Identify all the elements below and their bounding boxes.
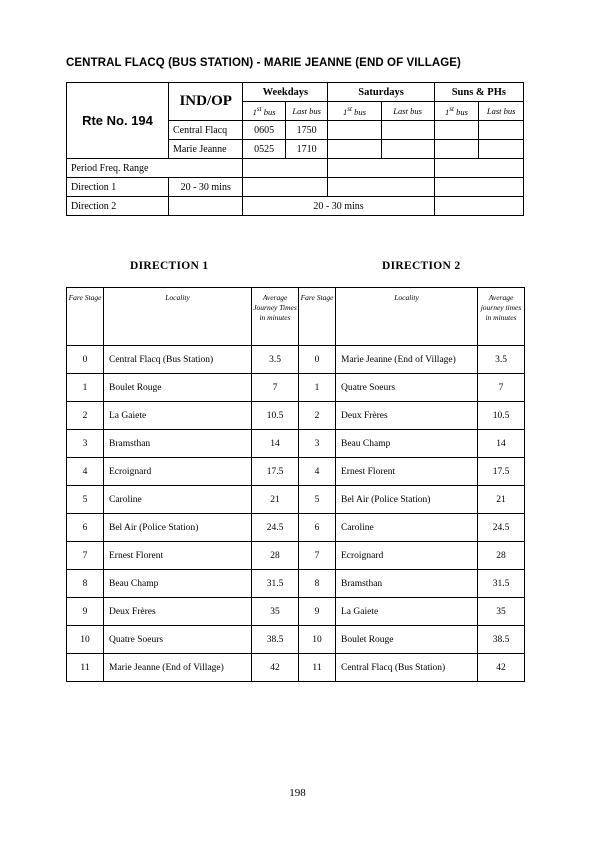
journey-time: 3.5	[478, 346, 525, 374]
weekdays-header: Weekdays	[243, 83, 328, 102]
journey-time: 14	[478, 430, 525, 458]
fare-stage: 0	[67, 346, 104, 374]
journey-time: 7	[252, 374, 299, 402]
stage-row	[67, 654, 525, 682]
fare-stage: 5	[299, 486, 336, 514]
journey-time: 35	[252, 598, 299, 626]
sundays-header: Suns & PHs	[434, 83, 523, 102]
stage-row	[67, 626, 525, 654]
page-number: 198	[289, 787, 306, 799]
place-name: Central Flacq	[169, 121, 243, 140]
fare-stage: 11	[299, 654, 336, 682]
fare-stage-header: Fare Stage	[299, 288, 336, 346]
fare-stage: 8	[67, 570, 104, 598]
stage-row	[67, 514, 525, 542]
direction-1-frequency: 20 - 30 mins	[169, 178, 243, 197]
period-label: Period Freq. Range	[67, 159, 243, 178]
direction-2-heading: DIRECTION 2	[382, 260, 461, 272]
fare-stage: 3	[67, 430, 104, 458]
fare-stage: 1	[67, 374, 104, 402]
locality: Bramsthan	[104, 430, 252, 458]
page-title: CENTRAL FLACQ (BUS STATION) - MARIE JEANNE (END OF VILLAGE)	[66, 57, 461, 69]
journey-time: 35	[478, 598, 525, 626]
locality: Bel Air (Police Station)	[104, 514, 252, 542]
journey-time: 17.5	[478, 458, 525, 486]
journey-time: 21	[478, 486, 525, 514]
locality: Quatre Soeurs	[104, 626, 252, 654]
fare-stage: 9	[67, 598, 104, 626]
first-bus-header: 1st bus	[243, 102, 286, 121]
journey-time: 10.5	[252, 402, 299, 430]
locality: Beau Champ	[104, 570, 252, 598]
fare-stage: 7	[299, 542, 336, 570]
journey-time-header: Average Journey Times in minutes	[252, 288, 299, 346]
stage-row	[67, 402, 525, 430]
locality: Central Flacq (Bus Station)	[336, 654, 478, 682]
locality: Ecroignard	[336, 542, 478, 570]
journey-time: 28	[252, 542, 299, 570]
journey-time: 42	[252, 654, 299, 682]
journey-time: 24.5	[252, 514, 299, 542]
indop-label: IND/OP	[169, 83, 243, 121]
journey-time: 38.5	[252, 626, 299, 654]
fare-stage: 0	[299, 346, 336, 374]
journey-time: 14	[252, 430, 299, 458]
stage-row	[67, 374, 525, 402]
locality: Ernest Florent	[104, 542, 252, 570]
locality: Caroline	[336, 514, 478, 542]
stage-row	[67, 458, 525, 486]
fare-stage: 5	[67, 486, 104, 514]
journey-time: 17.5	[252, 458, 299, 486]
fare-stage: 2	[67, 402, 104, 430]
schedule-table	[66, 82, 524, 216]
locality: La Gaiete	[336, 598, 478, 626]
locality: Boulet Rouge	[336, 626, 478, 654]
stage-row	[67, 598, 525, 626]
journey-time-header: Average journey times in minutes	[478, 288, 525, 346]
stage-row	[67, 570, 525, 598]
last-bus-header: Last bus	[285, 102, 328, 121]
locality: Bel Air (Police Station)	[336, 486, 478, 514]
direction-1-label: Direction 1	[67, 178, 169, 197]
locality: Marie Jeanne (End of Village)	[336, 346, 478, 374]
locality: Beau Champ	[336, 430, 478, 458]
locality-header: Locality	[336, 288, 478, 346]
stage-row	[67, 346, 525, 374]
direction-2-frequency: 20 - 30 mins	[243, 197, 434, 216]
fare-stage: 8	[299, 570, 336, 598]
fare-stage: 10	[67, 626, 104, 654]
fare-stage: 4	[299, 458, 336, 486]
journey-time: 28	[478, 542, 525, 570]
locality: Deux Frères	[104, 598, 252, 626]
first-bus-time: 0525	[243, 140, 286, 159]
fare-stage: 2	[299, 402, 336, 430]
locality: Ernest Florent	[336, 458, 478, 486]
saturdays-header: Saturdays	[328, 83, 434, 102]
first-bus-time: 0605	[243, 121, 286, 140]
locality: Quatre Soeurs	[336, 374, 478, 402]
locality: Central Flacq (Bus Station)	[104, 346, 252, 374]
journey-time: 38.5	[478, 626, 525, 654]
direction-1-heading: DIRECTION 1	[130, 260, 209, 272]
last-bus-header: Last bus	[381, 102, 434, 121]
fare-stage: 6	[299, 514, 336, 542]
journey-time: 31.5	[252, 570, 299, 598]
locality: Ecroignard	[104, 458, 252, 486]
fare-stage: 7	[67, 542, 104, 570]
first-bus-header: 1st bus	[328, 102, 381, 121]
last-bus-time: 1750	[285, 121, 328, 140]
journey-time: 24.5	[478, 514, 525, 542]
journey-time: 3.5	[252, 346, 299, 374]
locality: Deux Frères	[336, 402, 478, 430]
fare-stage: 9	[299, 598, 336, 626]
fare-stage: 1	[299, 374, 336, 402]
stage-row	[67, 430, 525, 458]
locality: Marie Jeanne (End of Village)	[104, 654, 252, 682]
journey-time: 31.5	[478, 570, 525, 598]
stage-row	[67, 542, 525, 570]
route-number: Rte No. 194	[67, 83, 169, 159]
fare-stage: 6	[67, 514, 104, 542]
locality-header: Locality	[104, 288, 252, 346]
first-bus-header: 1st bus	[434, 102, 479, 121]
fare-stage-header: Fare Stage	[67, 288, 104, 346]
stage-row	[67, 486, 525, 514]
journey-time: 7	[478, 374, 525, 402]
locality: La Gaiete	[104, 402, 252, 430]
journey-time: 10.5	[478, 402, 525, 430]
locality: Boulet Rouge	[104, 374, 252, 402]
place-name: Marie Jeanne	[169, 140, 243, 159]
locality: Caroline	[104, 486, 252, 514]
locality: Bramsthan	[336, 570, 478, 598]
fare-stage-table	[66, 287, 525, 682]
fare-stage: 10	[299, 626, 336, 654]
fare-stage: 4	[67, 458, 104, 486]
journey-time: 42	[478, 654, 525, 682]
last-bus-time: 1710	[285, 140, 328, 159]
fare-stage: 3	[299, 430, 336, 458]
last-bus-header: Last bus	[479, 102, 524, 121]
fare-stage: 11	[67, 654, 104, 682]
direction-2-label: Direction 2	[67, 197, 169, 216]
journey-time: 21	[252, 486, 299, 514]
